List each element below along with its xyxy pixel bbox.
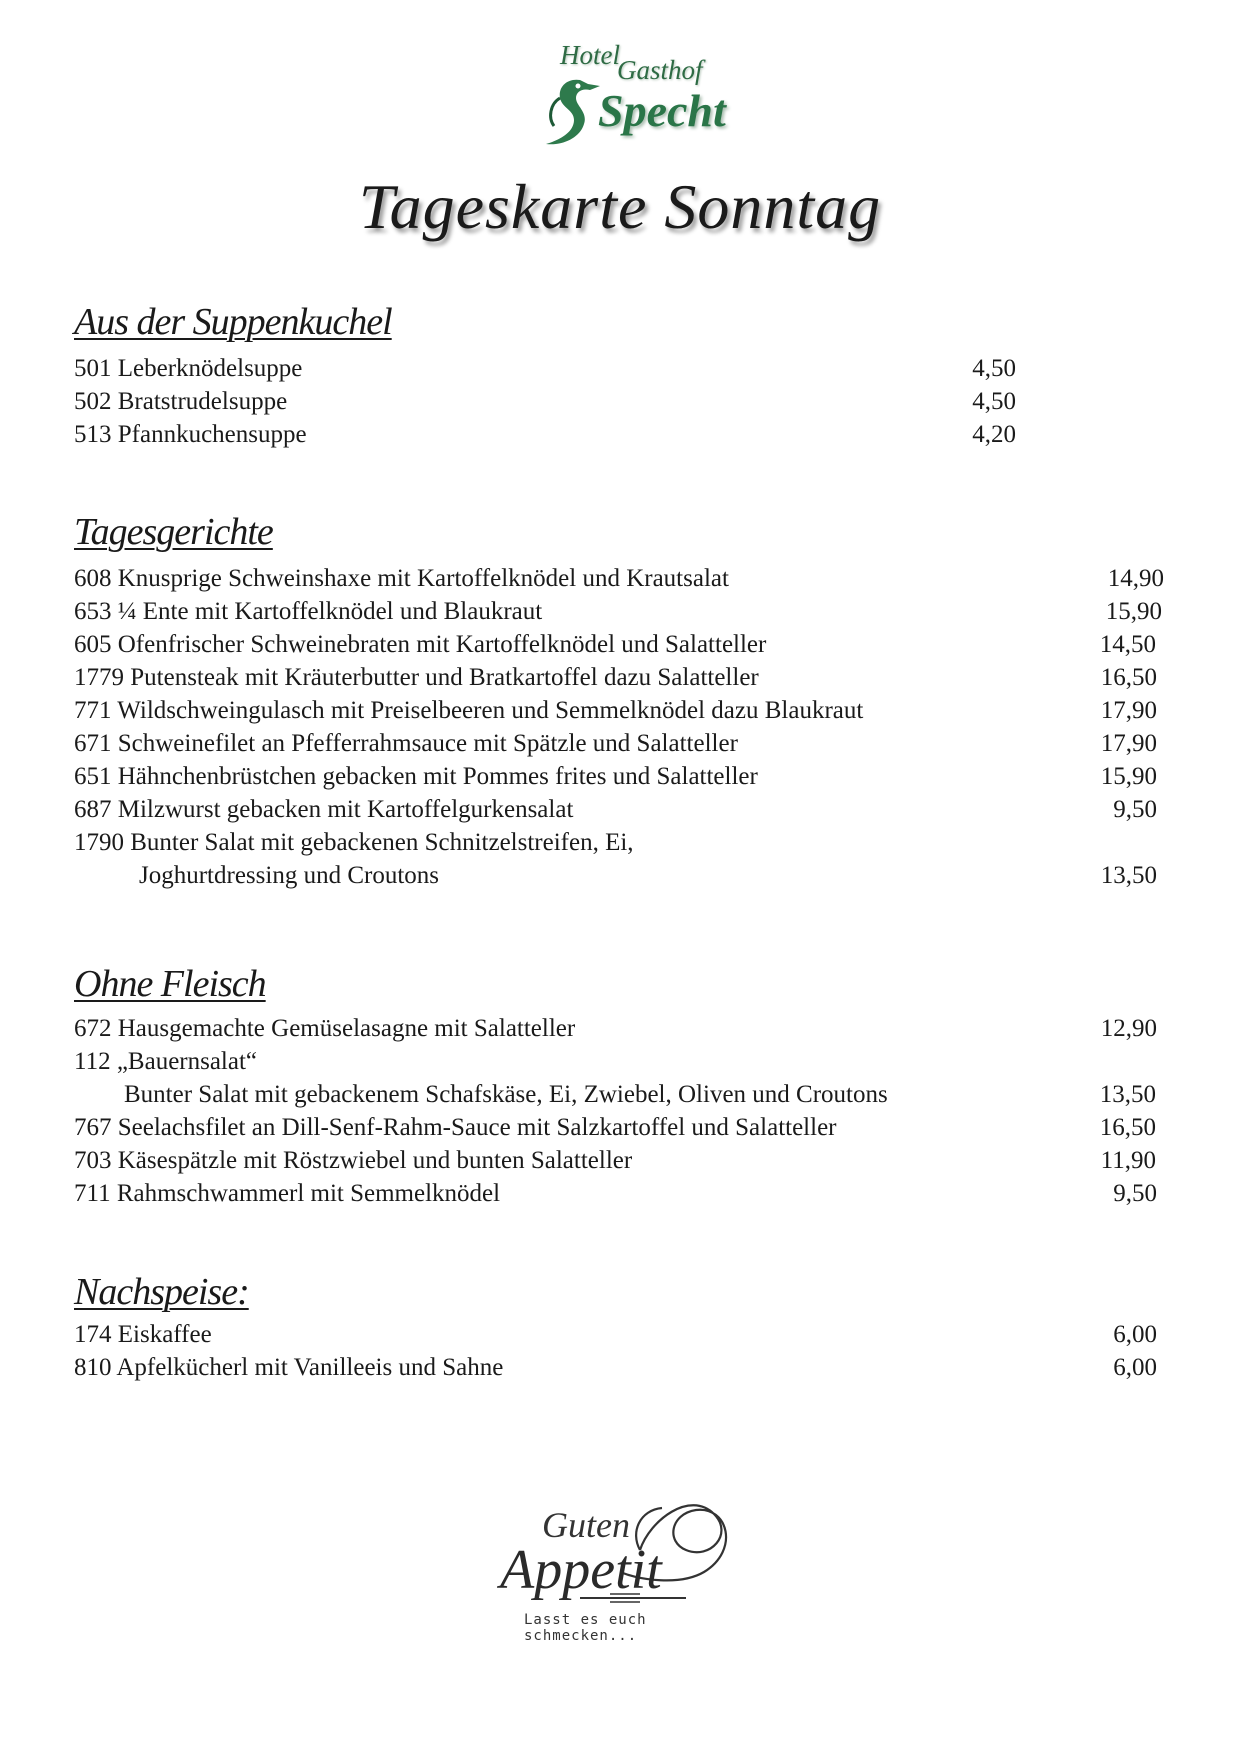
menu-item (74, 352, 1016, 385)
menu-item-price: 14,90 (1107, 565, 1164, 592)
menu-item-price: 11,90 (1100, 1147, 1156, 1174)
menu-item-name: 651 Hähnchenbrüstchen gebacken mit Pommes frites und Salatteller (74, 763, 758, 790)
section-heading-tagesgerichte: Tagesgerichte (74, 511, 273, 553)
hotel-logo (540, 36, 726, 148)
menu-item (74, 562, 1164, 595)
menu-item-name: 653 ¼ Ente mit Kartoffelknödel und Blaukraut (74, 598, 543, 625)
menu-item-name: 174 Eiskaffee (74, 1321, 212, 1348)
menu-item (74, 418, 1016, 451)
menu-item-price: 9,50 (1113, 796, 1157, 823)
menu-item-name: 112 „Bauernsalat“ (74, 1048, 258, 1075)
menu-item-price: 16,50 (1099, 1114, 1156, 1141)
menu-item-price: 13,50 (1100, 862, 1157, 889)
menu-item (74, 793, 1157, 826)
menu-item (74, 385, 1016, 418)
menu-item-price: 4,50 (972, 388, 1016, 415)
menu-item-name: 502 Bratstrudelsuppe (74, 388, 288, 415)
section-heading-suppen: Aus der Suppenkuchel (74, 301, 392, 343)
footer-slogan: Lasst es euch schmecken... (524, 1612, 647, 1644)
menu-item-price: 14,50 (1099, 631, 1156, 658)
menu-item (74, 694, 1157, 727)
menu-item-name: 671 Schweinefilet an Pfefferrahmsauce mit Spätzle und Salatteller (74, 730, 738, 757)
menu-item-price: 15,90 (1105, 598, 1162, 625)
menu-item-price: 17,90 (1100, 697, 1157, 724)
menu-item-price: 12,90 (1100, 1015, 1157, 1042)
menu-item-name: 711 Rahmschwammerl mit Semmelknödel (74, 1180, 501, 1207)
menu-item-name: 810 Apfelkücherl mit Vanilleeis und Sahne (74, 1354, 504, 1381)
menu-item-price: 16,50 (1100, 664, 1157, 691)
menu-item (74, 1177, 1157, 1210)
menu-item (74, 1318, 1157, 1351)
footer-guten-text: Guten (542, 1505, 630, 1545)
menu-item-price: 4,20 (972, 421, 1016, 448)
menu-item-name: 501 Leberknödelsuppe (74, 355, 303, 382)
menu-item (74, 826, 1157, 859)
menu-item-name: 687 Milzwurst gebacken mit Kartoffelgurkensalat (74, 796, 574, 823)
menu-item-name: 1790 Bunter Salat mit gebackenen Schnitzelstreifen, Ei, (74, 829, 634, 856)
menu-item (74, 1045, 1157, 1078)
menu-item-price: 4,50 (972, 355, 1016, 382)
menu-item-name: 513 Pfannkuchensuppe (74, 421, 307, 448)
menu-item-price: 6,00 (1113, 1321, 1157, 1348)
menu-item (74, 1351, 1157, 1384)
menu-item (74, 727, 1157, 760)
menu-item-name: 771 Wildschweingulasch mit Preiselbeeren und Semmelknödel dazu Blaukraut (74, 697, 864, 724)
menu-item-name: Bunter Salat mit gebackenem Schafskäse, Ei, Zwiebel, Oliven und Croutons (124, 1081, 888, 1108)
menu-item-name: Joghurtdressing und Croutons (139, 862, 439, 889)
menu-item-price: 6,00 (1113, 1354, 1157, 1381)
menu-item (74, 661, 1157, 694)
guten-appetit-logo (490, 1480, 750, 1644)
menu-item-price: 15,90 (1100, 763, 1157, 790)
menu-item-name: 1779 Putensteak mit Kräuterbutter und Bratkartoffel dazu Salatteller (74, 664, 759, 691)
menu-item (74, 1012, 1157, 1045)
page-title: Tageskarte Sonntag (358, 171, 882, 242)
section-heading-ohne-fleisch: Ohne Fleisch (74, 963, 266, 1005)
menu-item (74, 1111, 1156, 1144)
logo-specht-text: Specht (598, 85, 726, 136)
menu-item-name: 605 Ofenfrischer Schweinebraten mit Kartoffelknödel und Salatteller (74, 631, 767, 658)
menu-item-price: 13,50 (1099, 1081, 1156, 1108)
logo-gasthof-text: Gasthof (617, 55, 703, 85)
menu-item-name: 672 Hausgemachte Gemüselasagne mit Salatteller (74, 1015, 576, 1042)
menu-item-name: 608 Knusprige Schweinshaxe mit Kartoffelknödel und Krautsalat (74, 565, 729, 592)
menu-item-price: 17,90 (1100, 730, 1157, 757)
menu-item (74, 628, 1156, 661)
footer-appetit-text: Appetit (500, 1539, 662, 1601)
menu-item-price: 9,50 (1113, 1180, 1157, 1207)
menu-item (74, 760, 1157, 793)
logo-hotel-text: Hotel (560, 40, 620, 70)
section-heading-nachspeise: Nachspeise: (74, 1271, 249, 1313)
menu-item-continuation (139, 859, 1157, 892)
menu-item-continuation (124, 1078, 1156, 1111)
menu-item-name: 767 Seelachsfilet an Dill-Senf-Rahm-Sauce mit Salzkartoffel und Salatteller (74, 1114, 837, 1141)
menu-item (74, 595, 1162, 628)
menu-item-name: 703 Käsespätzle mit Röstzwiebel und bunten Salatteller (74, 1147, 633, 1174)
menu-item (74, 1144, 1156, 1177)
